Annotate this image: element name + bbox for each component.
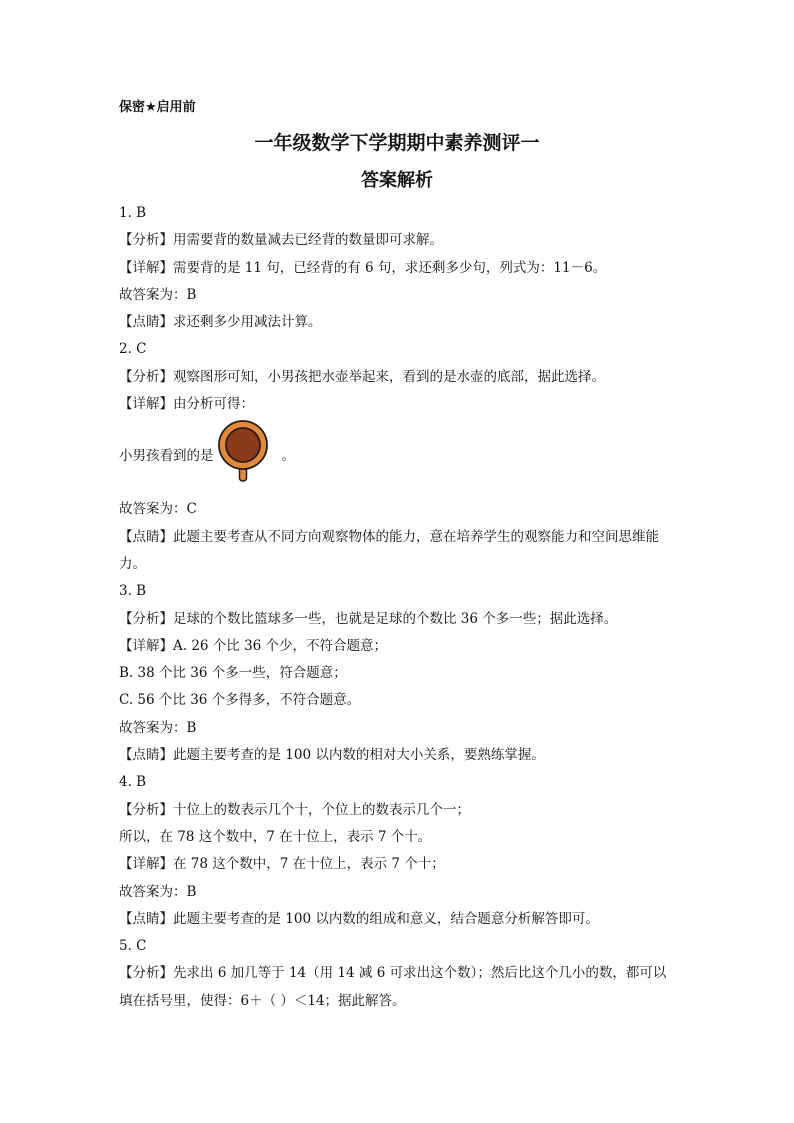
line-text: 用需要背的数量减去已经背的数量即可求解。 [173,232,443,249]
line-text: 在 78 这个数中，7 在十位上，表示 7 个十； [173,856,445,873]
section-tag: 【详解】 [119,259,173,276]
section-tag: 【分析】 [119,965,173,982]
tagged-line [119,606,689,633]
tagged-line [119,227,689,254]
section-tag: 【分析】 [119,610,173,627]
text-line: 故答案为：C [119,501,197,518]
text-line: 所以，在 78 这个数中，7 在十位上，表示 7 个十。 [119,828,432,845]
section-tag: 【详解】 [119,396,173,413]
text-line: 3. B [119,583,147,600]
line-text: 由分析可得： [173,396,254,413]
line-text: 求还剩多少用减法计算。 [173,314,322,331]
section-tag: 【点睛】 [119,528,173,545]
line-text: 。 [281,447,295,464]
tagged-line [119,391,689,418]
tagged-line [119,255,689,282]
text-line: 故答案为：B [119,719,197,736]
text-line: 故答案为：B [119,286,197,303]
tagged-line [119,960,689,987]
page-subtitle: 答案解析 [361,170,433,191]
line-text: 观察图形可知，小男孩把水壶举起来，看到的是水壶的底部，据此选择。 [173,368,605,385]
page-title: 一年级数学下学期期中素养测评一 [254,132,540,154]
tagged-line [119,851,689,878]
tagged-line [119,364,689,391]
text-line: 4. B [119,774,147,791]
section-tag: 【详解】 [119,856,173,873]
tagged-line [119,309,689,336]
section-tag: 【点睛】 [119,747,173,764]
section-tag: 【详解】 [119,637,173,654]
line-text: 此题主要考查的是 100 以内数的组成和意义，结合题意分析解答即可。 [173,910,599,927]
text-line: 1. B [119,205,147,221]
line-text: 先求出 6 加几等于 14（用 14 减 6 可求出这个数）；然后比这个几小的数，都可以 [173,965,667,982]
tagged-line [119,524,689,551]
line-text: 需要背的是 11 句，已经背的有 6 句，求还剩多少句，列式为：11－6。 [173,259,607,276]
line-text: 小男孩看到的是 [119,447,214,464]
line-text: A. 26 个比 36 个少，不符合题意； [173,637,388,654]
text-line: 2. C [119,341,147,358]
text-line: 力。 [119,555,146,572]
text-line: 填在括号里，使得：6＋（ ）＜14；据此解答。 [119,992,406,1009]
text-line: C. 56 个比 36 个多得多，不符合题意。 [119,692,361,709]
answer-content [119,200,689,1015]
line-text: 此题主要考查的是 100 以内数的相对大小关系，要熟练掌握。 [173,747,545,764]
confidential-label: 保密★启用前 [119,100,196,115]
text-line: 故答案为：B [119,883,197,900]
text-line: B. 38 个比 36 个多一些，符合题意； [119,665,347,682]
image-line [119,421,689,491]
tagged-line [119,633,689,660]
line-text: 足球的个数比篮球多一些，也就是足球的个数比 36 个多一些；据此选择。 [173,610,618,627]
tagged-line [119,742,689,769]
kettle-bottom-icon [214,419,282,493]
line-text: 此题主要考查从不同方向观察物体的能力，意在培养学生的观察能力和空间思维能 [173,528,659,545]
tagged-line [119,906,689,933]
tagged-line [119,797,689,824]
section-tag: 【分析】 [119,368,173,385]
section-tag: 【分析】 [119,232,173,249]
text-line: 5. C [119,938,147,955]
line-text: 十位上的数表示几个十，个位上的数表示几个一； [173,801,470,818]
section-tag: 【分析】 [119,801,173,818]
section-tag: 【点睛】 [119,314,173,331]
section-tag: 【点睛】 [119,910,173,927]
